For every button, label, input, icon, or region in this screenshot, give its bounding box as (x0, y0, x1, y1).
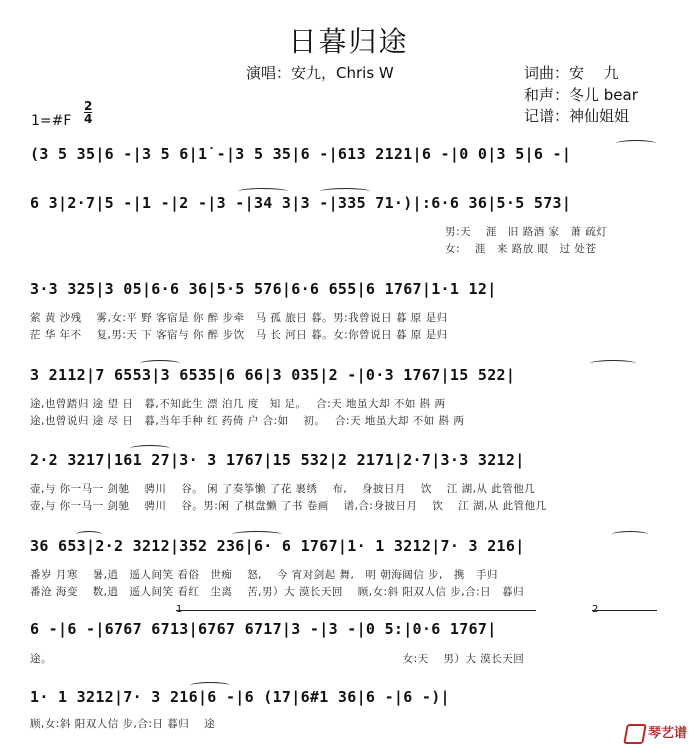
time-signature (84, 100, 92, 125)
lyric-row-4-line-1: 途,也曾踏归 途 望 日 暮,不知此生 漂 泊几 度 知 足。 合:天 地虽大却 不如 斟 两 (30, 398, 446, 410)
watermark-text: 琴艺谱 (647, 726, 687, 741)
lyric-row-2-line-1: 男:天 涯 旧 路酒 家 萧 疏灯 (445, 226, 608, 238)
song-title: 日暮归途 (288, 25, 409, 58)
lyric-row-3-line-2: 茫 华 年不 复,男:天 下 客宿与 你 醉 步饮 马 长 河日 暮。女:你曾说日 暮 原 是归 (30, 329, 448, 341)
singers-line: 演唱：安九，Chris W (246, 64, 394, 82)
volta-first-label: 1 (176, 604, 183, 615)
time-signature-top: 2 (84, 99, 93, 113)
notation-row-7: 6 -|6 -|6767 6713|6767 6717|3 -|3 -|0 5:|0·6 1767| (30, 620, 497, 638)
notation-row-5: 2·2 3217|161 27|3· 3 1767|15 532|2 2171|2·7|3·3 3212| (30, 451, 525, 469)
lyric-row-6-line-1: 番岁 月寒 暑,逍 遥人间笑 看俗 世痴 怒, 今 宵对剑起 舞, 明 朝海阔信 步, 携 手归 (30, 569, 498, 581)
notation-row-1: (3 5 35|6 -|3 5 6|1̇ -|3 5 35|6 -|613 2121|6 -|0 0|3 5|6 -| (30, 145, 572, 163)
notation-row-8: 1· 1 3212|7· 3 216|6 -|6 (17|6#1 36|6 -|6 -)| (30, 688, 450, 706)
logo-icon (623, 724, 647, 744)
notation-row-6: 36 653|2·2 3212|352 236|6· 6 1767|1· 1 3212|7· 3 216| (30, 537, 525, 555)
notation-row-4: 3 2112|7 6553|3 6535|6 66|3 035|2 -|0·3 1767|15 522| (30, 366, 516, 384)
volta-first-bracket (176, 610, 536, 611)
credit-scribe: 记谱：神仙姐姐 (524, 107, 630, 125)
volta-second-label: 2 (592, 604, 599, 615)
notation-row-2: 6 3|2·7|5 -|1 -|2 -|3 -|34 3|3 -|335 71·)|:6·6 36|5·5 573| (30, 194, 572, 212)
credit-harmony: 和声：冬儿 bear (524, 86, 638, 104)
lyric-row-4-line-2: 途,也曾说归 途 尽 日 暮,当年手种 红 药倚 户 合:如 初。 合:天 地虽大却 不如 斟 两 (30, 415, 465, 427)
lyric-row-3-line-1: 萦 黄 沙残 雾,女:平 野 客宿是 你 醉 步牵 马 孤 旅日 暮。男:我曾说日 暮 原 是归 (30, 312, 448, 324)
credit-words-music: 词曲：安 九 (524, 64, 619, 82)
lyric-row-8-line-1: 顾,女:斜 阳双人信 步,合:日 暮归 途 (30, 718, 216, 730)
lyric-row-5-line-1: 壶,与 你一马一 剑驰 骋川 谷。 闲 了奏筝懒 了花 裹绣 布, 身披日月 饮 江 湖,从 此管他几 (30, 483, 536, 495)
lyric-row-2-line-2: 女: 涯 来 路放 眼 过 处苍 (445, 243, 597, 255)
site-watermark (625, 722, 687, 744)
lyric-row-7-line-1: 途。 女:天 男）大 漠长天回 (30, 653, 525, 665)
time-signature-bottom: 4 (84, 112, 93, 126)
lyric-row-5-line-2: 壶,与 你一马一 剑驰 骋川 谷。男:闲 了棋盘懒 了书 卷画 谱,合:身披日月 饮 江 湖,从 此管他几 (30, 500, 547, 512)
notation-row-3: 3·3 325|3 05|6·6 36|5·5 576|6·6 655|6 1767|1·1 12| (30, 280, 497, 298)
volta-second-bracket (592, 610, 657, 611)
lyric-row-6-line-2: 番沧 海变 数,逍 遥人间笑 看红 尘离 苦,男）大 漠长天回 顾,女:斜 阳双人信 步,合:日 暮归 (30, 586, 525, 598)
key-signature: 1=#F (31, 113, 72, 129)
